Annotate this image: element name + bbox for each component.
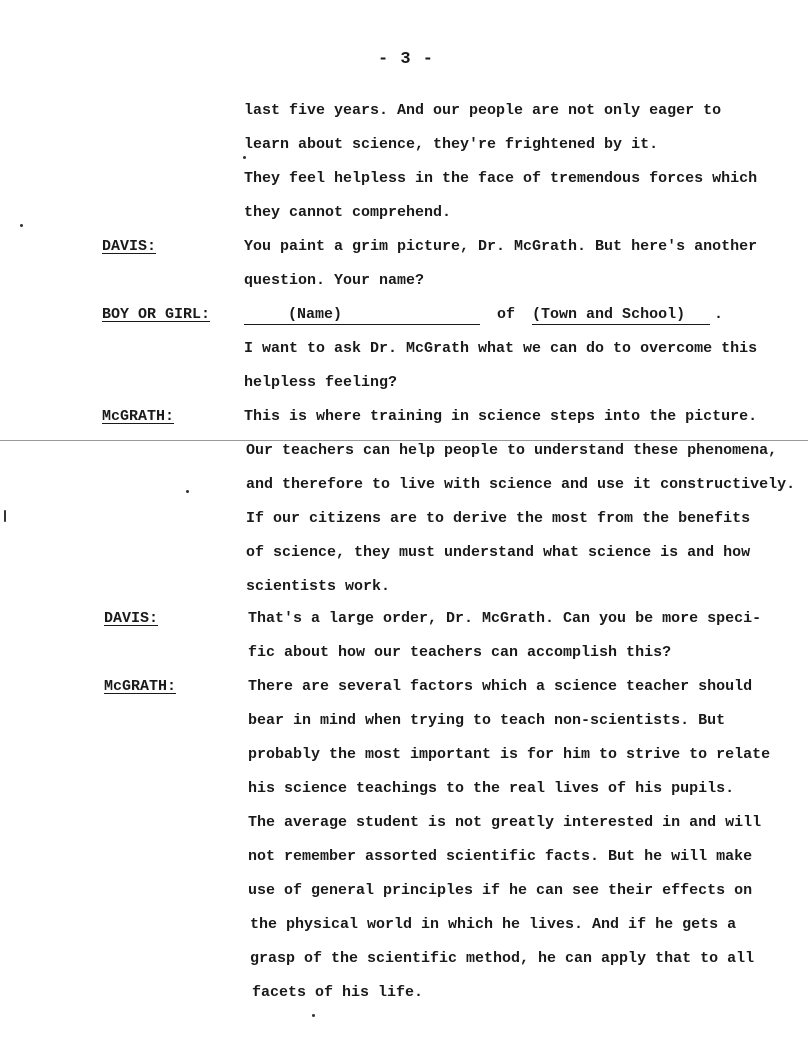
dialogue-line: facets of his life.: [252, 984, 424, 1001]
dialogue-line: question. Your name?: [244, 272, 425, 289]
dialogue-line: probably the most important is for him to strive to relate: [248, 746, 771, 763]
dialogue-line: grasp of the scientific method, he can apply that to all: [250, 950, 755, 967]
dialogue-line: Our teachers can help people to understand these phenomena,: [246, 442, 778, 459]
dialogue-line: his science teachings to the real lives of his pupils.: [248, 780, 735, 797]
ink-speck: [243, 156, 246, 159]
dialogue-line: fic about how our teachers can accomplish this?: [248, 644, 672, 661]
dialogue-line: This is where training in science steps into the picture.: [244, 408, 758, 425]
speaker-label-boy-or-girl: BOY OR GIRL:: [102, 306, 211, 323]
dialogue-line: not remember assorted scientific facts. But he will make: [248, 848, 753, 865]
dialogue-line: learn about science, they're frightened by it.: [244, 136, 659, 153]
dialogue-line: scientists work.: [246, 578, 391, 595]
dialogue-line: and therefore to live with science and use it constructively.: [246, 476, 796, 493]
name-fill-in-line: [244, 306, 723, 325]
speaker-label-davis: DAVIS:: [102, 238, 157, 255]
dialogue-line: The average student is not greatly interested in and will: [248, 814, 762, 831]
ink-speck: [4, 510, 6, 522]
dialogue-line: There are several factors which a science teacher should: [248, 678, 753, 695]
dialogue-line: last five years. And our people are not only eager to: [244, 102, 722, 119]
dialogue-line: That's a large order, Dr. McGrath. Can you be more speci-: [248, 610, 762, 627]
dialogue-line: they cannot comprehend.: [244, 204, 452, 221]
paper-fold-line: [0, 440, 808, 441]
fill-in-period: .: [714, 306, 724, 323]
page-number: - 3 -: [378, 50, 435, 69]
speaker-label-davis: DAVIS:: [104, 610, 159, 627]
dialogue-line: use of general principles if he can see their effects on: [248, 882, 753, 899]
speaker-label-mcgrath: McGRATH:: [102, 408, 175, 425]
ink-speck: [186, 490, 189, 493]
speaker-label-mcgrath: McGRATH:: [104, 678, 177, 695]
name-blank: (Name): [244, 307, 480, 325]
dialogue-line: helpless feeling?: [244, 374, 398, 391]
ink-speck: [312, 1014, 315, 1017]
dialogue-line: They feel helpless in the face of tremendous forces which: [244, 170, 758, 187]
dialogue-line: I want to ask Dr. McGrath what we can do to overcome this: [244, 340, 758, 357]
dialogue-line: the physical world in which he lives. And if he gets a: [250, 916, 737, 933]
dialogue-line: bear in mind when trying to teach non-scientists. But: [248, 712, 726, 729]
dialogue-line: of science, they must understand what science is and how: [246, 544, 751, 561]
dialogue-line: You paint a grim picture, Dr. McGrath. But here's another: [244, 238, 758, 255]
town-school-blank: (Town and School): [532, 307, 710, 325]
of-label: of: [497, 306, 516, 323]
dialogue-line: If our citizens are to derive the most from the benefits: [246, 510, 751, 527]
ink-speck: [20, 224, 23, 227]
